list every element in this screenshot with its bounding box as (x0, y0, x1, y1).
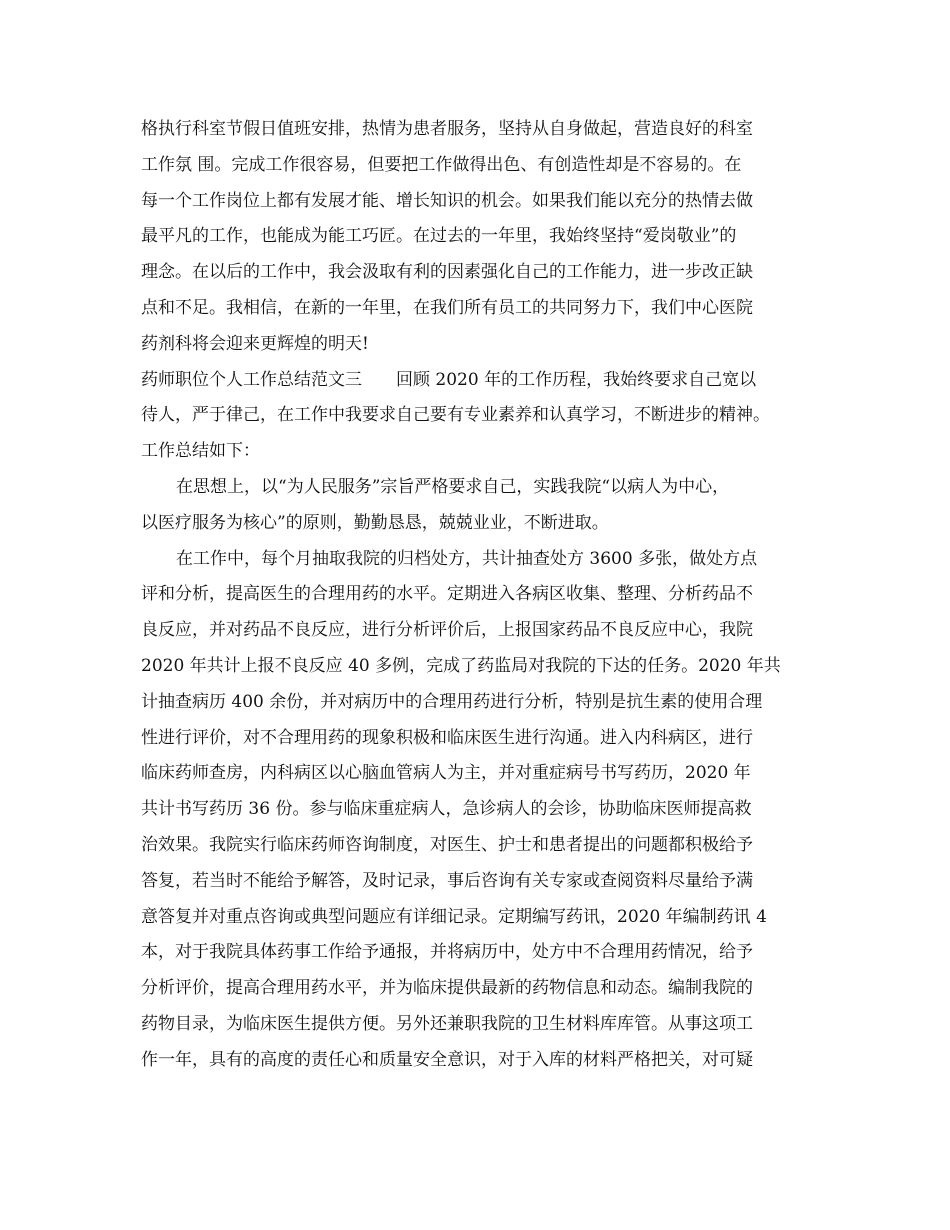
text-line: 最平凡的工作，也能成为能工巧匠。在过去的一年里，我始终坚持“爱岗敬业”的 (141, 226, 737, 247)
text-line: 药物目录，为临床医生提供方便。另外还兼职我院的卫生材料库库管。从事这项工 (141, 1013, 753, 1034)
text-line: 计抽查病历 400 余份，并对病历中的合理用药进行分析，特别是抗生素的使用合理 (141, 691, 763, 712)
section-heading-line: 药师职位个人工作总结范文三 回顾 2020 年的工作历程，我始终要求自己宽以 (141, 369, 757, 390)
text-line: 性进行评价，对不合理用药的现象积极和临床医生进行沟通。进入内科病区，进行 (141, 727, 753, 748)
text-line: 良反应，并对药品不良反应，进行分析评价后，上报国家药品不良反应中心，我院 (141, 620, 753, 641)
text-line: 临床药师查房，内科病区以心脑血管病人为主，并对重症病号书写药历，2020 年 (141, 763, 751, 784)
text-line: 以医疗服务为核心”的原则，勤勤恳恳，兢兢业业，不断进取。 (141, 512, 609, 533)
paragraph-first-line: 在工作中，每个月抽取我院的归档处方，共计抽查处方 3600 多张，做处方点 (176, 548, 758, 569)
text-line: 共计书写药历 36 份。参与临床重症病人，急诊病人的会诊，协助临床医师提高救 (141, 799, 752, 820)
text-line: 分析评价，提高合理用药水平，并为临床提供最新的药物信息和动态。编制我院的 (141, 978, 753, 999)
text-line: 点和不足。我相信，在新的一年里，在我们所有员工的共同努力下，我们中心医院 (141, 297, 753, 318)
text-line: 工作总结如下： (141, 441, 260, 462)
text-line: 待人，严于律己，在工作中我要求自己要有专业素养和认真学习，不断进步的精神。 (141, 405, 770, 426)
text-line: 2020 年共计上报不良反应 40 多例，完成了药监局对我院的下达的任务。2020 年共 (141, 655, 781, 676)
text-line: 本，对于我院具体药事工作给予通报，并将病历中，处方中不合理用药情况，给予 (141, 942, 753, 963)
text-line: 格执行科室节假日值班安排，热情为患者服务，坚持从自身做起，营造良好的科室 (141, 119, 753, 139)
text-line: 理念。在以后的工作中，我会汲取有利的因素强化自己的工作能力，进一步改正缺 (141, 262, 753, 283)
text-line: 答复，若当时不能给予解答，及时记录，事后咨询有关专家或查阅资料尽量给予满 (141, 870, 753, 891)
text-line: 药剂科将会迎来更辉煌的明天! (141, 333, 369, 354)
text-line: 治效果。我院实行临床药师咨询制度，对医生、护士和患者提出的问题都积极给予 (141, 834, 753, 855)
document-body (141, 112, 831, 1079)
text-line: 作一年，具有的高度的责任心和质量安全意识，对于入库的材料严格把关，对可疑 (141, 1049, 753, 1070)
paragraph-first-line: 在思想上，以“为人民服务”宗旨严格要求自己，实践我院“以病人为中心， (176, 476, 730, 497)
text-line: 意答复并对重点咨询或典型问题应有详细记录。定期编写药讯，2020 年编制药讯 4 (141, 906, 767, 927)
text-line: 评和分析，提高医生的合理用药的水平。定期进入各病区收集、整理、分析药品不 (141, 584, 753, 605)
text-line: 每一个工作岗位上都有发展才能、增长知识的机会。如果我们能以充分的热情去做 (141, 190, 753, 211)
text-line: 工作氛 围。完成工作很容易，但要把工作做得出色、有创造性却是不容易的。在 (141, 154, 742, 175)
